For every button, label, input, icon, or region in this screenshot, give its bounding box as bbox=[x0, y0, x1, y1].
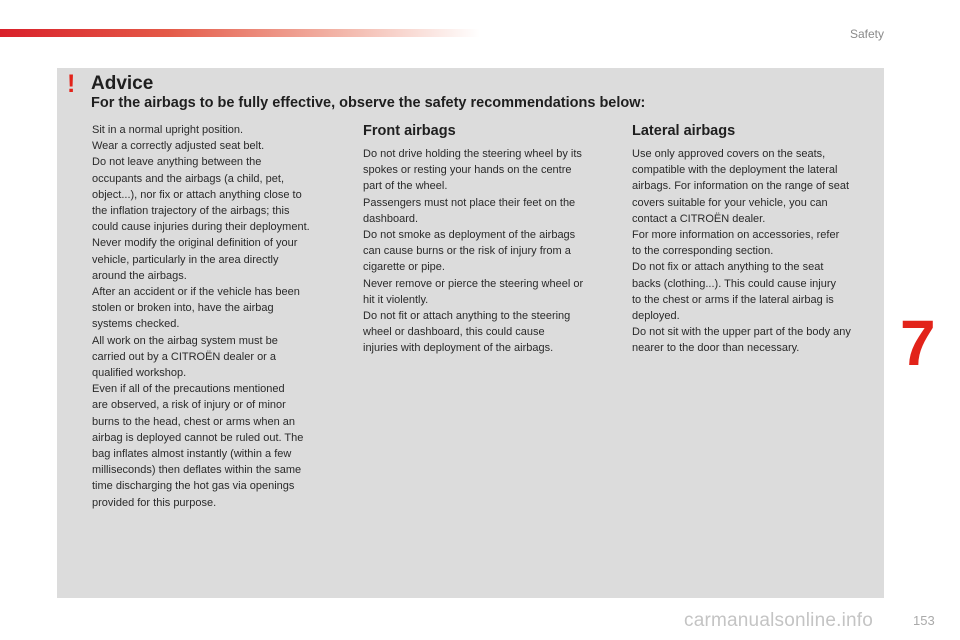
advice-subtitle: For the airbags to be fully effective, observe the safety recommendations below: bbox=[91, 95, 646, 111]
section-title: Safety bbox=[849, 27, 884, 41]
lateral-airbags-heading: Lateral airbags bbox=[632, 123, 736, 139]
front-airbags-heading: Front airbags bbox=[363, 123, 456, 139]
lateral-airbags-text: Use only approved covers on the seats, compatible with the deployment the lateral airbags. For information on the range of seat covers suitable for your vehicle, you can contact a CITROËN dealer. For more information on accessories, refer to the corresponding section. Do not fix or attach anything to the seat backs (clothing...). This could cause injury to the chest or arms if the lateral airbag is deployed. Do not sit with the upper part of the body any nearer to the door than necessary. bbox=[632, 148, 851, 355]
watermark: carmanualsonline.info bbox=[684, 610, 874, 631]
front-airbags-text: Do not drive holding the steering wheel by its spokes or resting your hands on the centre part of the wheel. Passengers must not place their feet on the dashboard. Do not smoke as deployment of the airbags can cause burns or the risk of injury from a cigarette or pipe. Never remove or pierce the steering wheel or hit it violently. Do not fit or attach anything to the steering wheel or dashboard, this could cause injuries with deployment of the airbags. bbox=[363, 148, 584, 355]
warning-icon: ! bbox=[67, 70, 76, 98]
page-number: 153 bbox=[913, 613, 935, 628]
header-accent-bar bbox=[0, 29, 480, 37]
advice-title: Advice bbox=[91, 73, 154, 94]
chapter-number: 7 bbox=[900, 307, 936, 379]
general-advice-text: Sit in a normal upright position. Wear a correctly adjusted seat belt. Do not leave anything between the occupants and the airbags (a child, pet, object...), nor fix or attach anything close to the inflation trajectory of the airbags; this could cause injuries during their deployment. Never modify the original definition of your vehicle, particularly in the area directly around the airbags. After an accident or if the vehicle has been stolen or broken into, have the airbag systems checked. All work on the airbag system must be carried out by a CITROËN dealer or a qualified workshop. Even if all of the precautions mentioned are observed, a risk of injury or of minor burns to the head, chest or arms when an airbag is deployed cannot be ruled out. The bag inflates almost instantly (within a few milliseconds) then deflates within the same time discharging the hot gas via openings provided for this purpose. bbox=[92, 124, 310, 509]
